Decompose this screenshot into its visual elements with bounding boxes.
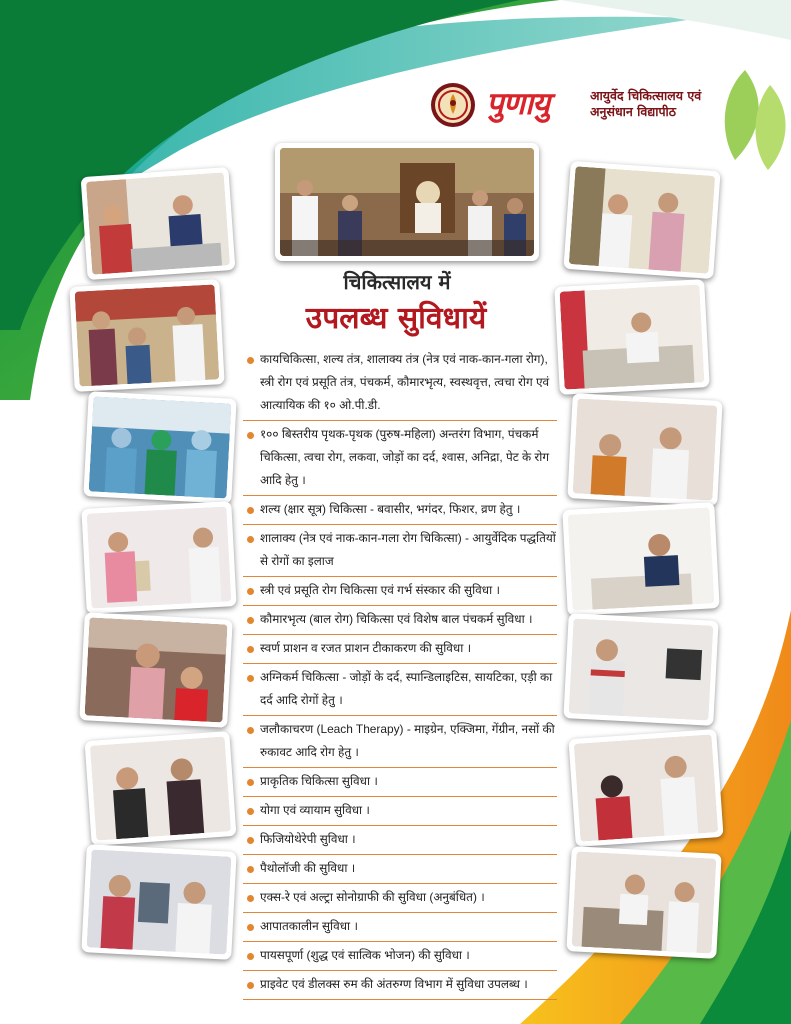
facilities-list (243, 346, 557, 1000)
facility-item (243, 525, 557, 577)
facility-text: प्राकृतिक चिकित्सा सुविधा । (260, 774, 378, 788)
photo-right-3-ent-examination (567, 393, 722, 506)
photo-right-6-child-treatment (568, 729, 723, 847)
facility-item (243, 884, 557, 913)
bullet-dot-icon (247, 675, 254, 682)
facility-item (243, 346, 557, 421)
facility-item (243, 635, 557, 664)
bullet-dot-icon (247, 357, 254, 364)
photo-top-center-consultation (275, 143, 539, 261)
bullet-dot-icon (247, 779, 254, 786)
photo-left-1-opd-consultation (81, 167, 236, 280)
photo-right-1-doctor-patient (563, 161, 720, 279)
bullet-dot-icon (247, 895, 254, 902)
photo-left-5-swarna-prashan (79, 612, 232, 728)
emblem-logo (430, 82, 476, 128)
facility-text: पैथोलॉजी की सुविधा । (260, 861, 356, 875)
bullet-dot-icon (247, 866, 254, 873)
facility-item (243, 797, 557, 826)
photo-right-4-doctor-consult (562, 502, 719, 616)
facility-item (243, 913, 557, 942)
heading-subtitle: चिकित्सालय में (343, 270, 451, 294)
photo-left-4-child-examination (81, 501, 236, 614)
facility-item (243, 716, 557, 768)
bullet-dot-icon (247, 617, 254, 624)
facility-text: स्वर्ण प्राशन व रजत प्राशन टीकाकरण की सुविधा । (260, 641, 472, 655)
facility-text: आपातकालीन सुविधा । (260, 919, 358, 933)
brand-subtitle (590, 88, 701, 120)
bullet-dot-icon (247, 727, 254, 734)
brand-subtitle-line2: अनुसंधान विद्यापीठ (590, 104, 677, 119)
photo-left-2-nasya-therapy (69, 279, 224, 392)
bullet-dot-icon (247, 808, 254, 815)
brand-subtitle-line1: आयुर्वेद चिकित्सालय एवं (590, 88, 702, 103)
bullet-dot-icon (247, 837, 254, 844)
facility-text: स्त्री एवं प्रसूति रोग चिकित्सा एवं गर्भ संस्कार की सुविधा । (260, 583, 500, 597)
bullet-dot-icon (247, 588, 254, 595)
facility-text: शल्य (क्षार सूत्र) चिकित्सा - बवासीर, भगंदर, फिशर, व्रण हेतु । (260, 502, 521, 516)
bullet-dot-icon (247, 924, 254, 931)
facility-item (243, 664, 557, 716)
facility-text: फिजियोथेरेपी सुविधा । (260, 832, 356, 846)
facility-text: जलौकाचरण (Leach Therapy) - माइग्रेन, एक्जिमा, गेंग्रीन, नसों की रुकावट आदि रोग हेतु । (260, 722, 555, 759)
facility-item (243, 577, 557, 606)
bullet-dot-icon (247, 507, 254, 514)
facility-text: पायसपूर्णा (शुद्ध एवं सात्विक भोजन) की सुविधा । (260, 948, 470, 962)
facility-item (243, 971, 557, 1000)
bullet-dot-icon (247, 646, 254, 653)
facility-item (243, 855, 557, 884)
brand-name: पुणायु (486, 86, 550, 122)
photo-left-6-child-drops (85, 731, 237, 846)
bullet-dot-icon (247, 432, 254, 439)
facility-item (243, 421, 557, 496)
facility-text: प्राइवेट एवं डीलक्स रुम की अंतरुग्ण विभाग में सुविधा उपलब्ध । (260, 977, 528, 991)
facility-text: शालाक्य (नेत्र एवं नाक-कान-गला रोग चिकित्सा) - आयुर्वेदिक पद्धतियों से रोगों का इलाज (260, 531, 556, 568)
facility-text: १०० बिस्तरीय पृथक-पृथक (पुरुष-महिला) अन्तरंग विभाग, पंचकर्म चिकित्सा, त्वचा रोग, लकवा, जोड़ों का दर्द, श्वास, अनिद्रा, पेट के रोग आदि हेतु । (260, 427, 550, 487)
photo-left-3-surgery (83, 391, 236, 504)
facility-text: कायचिकित्सा, शल्य तंत्र, शालाक्य तंत्र (नेत्र एवं नाक-कान-गला रोग), स्त्री रोग एवं प्रसूति तंत्र, पंचकर्म, कौमारभृत्य, स्वस्थवृत्त, त्वचा रोग एवं आत्यायिक की १० ओ.पी.डी. (260, 352, 550, 412)
photo-right-5-physiotherapy (563, 613, 718, 726)
photo-right-2-lady-doctor-desk (554, 279, 709, 395)
bullet-dot-icon (247, 953, 254, 960)
facility-text: अग्निकर्म चिकित्सा - जोड़ों के दर्द, स्पान्डिलाइटिस, सायटिका, एड़ी का दर्द आदि रोगों हेतु । (260, 670, 553, 707)
facility-item (243, 768, 557, 797)
facility-item (243, 942, 557, 971)
facility-text: योगा एवं व्यायाम सुविधा । (260, 803, 370, 817)
photo-left-7-eye-examination (81, 844, 236, 960)
bullet-dot-icon (247, 536, 254, 543)
facility-item (243, 606, 557, 635)
facility-item (243, 826, 557, 855)
facility-item (243, 496, 557, 525)
facility-text: कौमारभृत्य (बाल रोग) चिकित्सा एवं विशेष बाल पंचकर्म सुविधा । (260, 612, 533, 626)
heading-title: उपलब्ध सुविधायें (305, 301, 487, 336)
photo-right-7-pathology-lab (566, 846, 721, 959)
facility-text: एक्स-रे एवं अल्ट्रा सोनोग्राफी की सुविधा (अनुबंधित) । (260, 890, 485, 904)
bullet-dot-icon (247, 982, 254, 989)
